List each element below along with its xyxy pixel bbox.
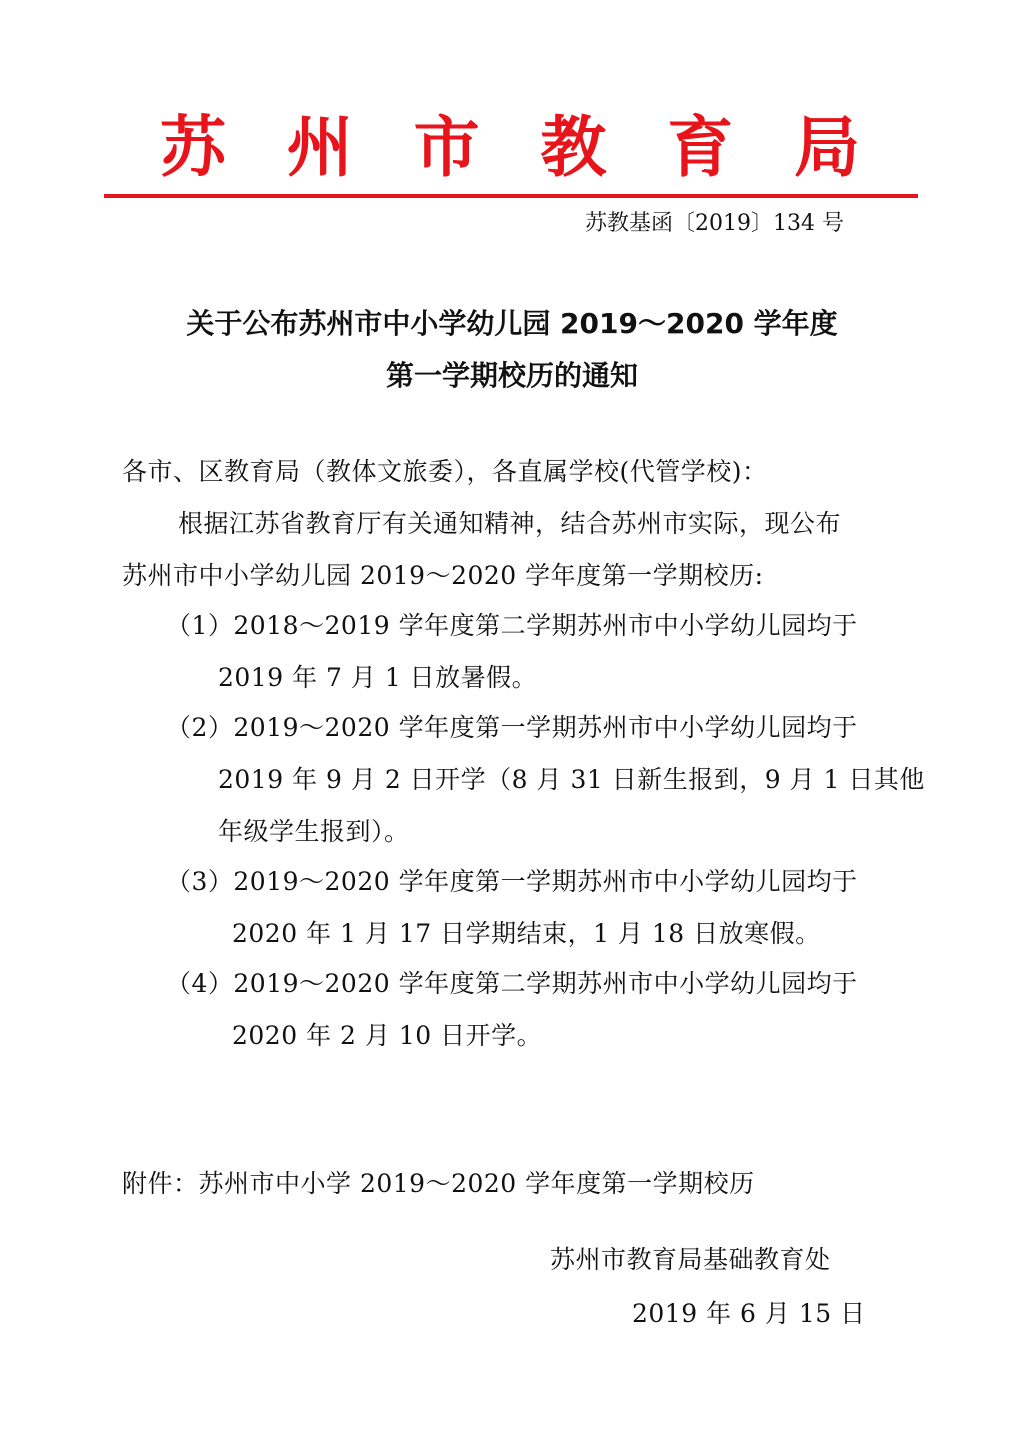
masthead-char: 局 bbox=[793, 109, 860, 186]
masthead-char: 教 bbox=[540, 109, 607, 186]
masthead-char: 苏 bbox=[160, 109, 226, 186]
item-3-line-2: 2020 年 1 月 17 日学期结束，1 月 18 日放寒假。 bbox=[232, 919, 821, 948]
title-line-1: 关于公布苏州市中小学幼儿园 2019～2020 学年度 bbox=[186, 307, 838, 340]
item-4-line-1: （4）2019～2020 学年度第二学期苏州市中小学幼儿园均于 bbox=[166, 969, 858, 998]
item-2-line-1: （2）2019～2020 学年度第一学期苏州市中小学幼儿园均于 bbox=[166, 713, 858, 742]
item-1-line-1: （1）2018～2019 学年度第二学期苏州市中小学幼儿园均于 bbox=[166, 611, 858, 640]
issue-date: 2019 年 6 月 15 日 bbox=[632, 1299, 866, 1328]
red-divider bbox=[104, 194, 918, 198]
document-number: 苏教基函〔2019〕134 号 bbox=[585, 211, 844, 236]
masthead-char: 育 bbox=[667, 109, 734, 186]
title-line-2: 第一学期校历的通知 bbox=[385, 359, 638, 392]
attachment-note: 附件：苏州市中小学 2019～2020 学年度第一学期校历 bbox=[122, 1169, 755, 1198]
item-3-line-1: （3）2019～2020 学年度第一学期苏州市中小学幼儿园均于 bbox=[166, 867, 858, 896]
salutation: 各市、区教育局（教体文旅委），各直属学校(代管学校)： bbox=[122, 457, 768, 486]
item-2-line-2: 2019 年 9 月 2 日开学（8 月 31 日新生报到，9 月 1 日其他 bbox=[218, 765, 925, 794]
item-1-line-2: 2019 年 7 月 1 日放暑假。 bbox=[218, 663, 538, 692]
intro-line-1: 根据江苏省教育厅有关通知精神，结合苏州市实际，现公布 bbox=[178, 509, 842, 538]
item-4-line-2: 2020 年 2 月 10 日开学。 bbox=[232, 1021, 543, 1050]
masthead-char: 市 bbox=[413, 109, 480, 186]
issuer: 苏州市教育局基础教育处 bbox=[550, 1245, 831, 1274]
item-2-line-3: 年级学生报到）。 bbox=[218, 817, 410, 846]
masthead-char: 州 bbox=[286, 109, 353, 186]
intro-line-2: 苏州市中小学幼儿园 2019～2020 学年度第一学期校历: bbox=[122, 561, 764, 590]
masthead bbox=[160, 108, 860, 188]
